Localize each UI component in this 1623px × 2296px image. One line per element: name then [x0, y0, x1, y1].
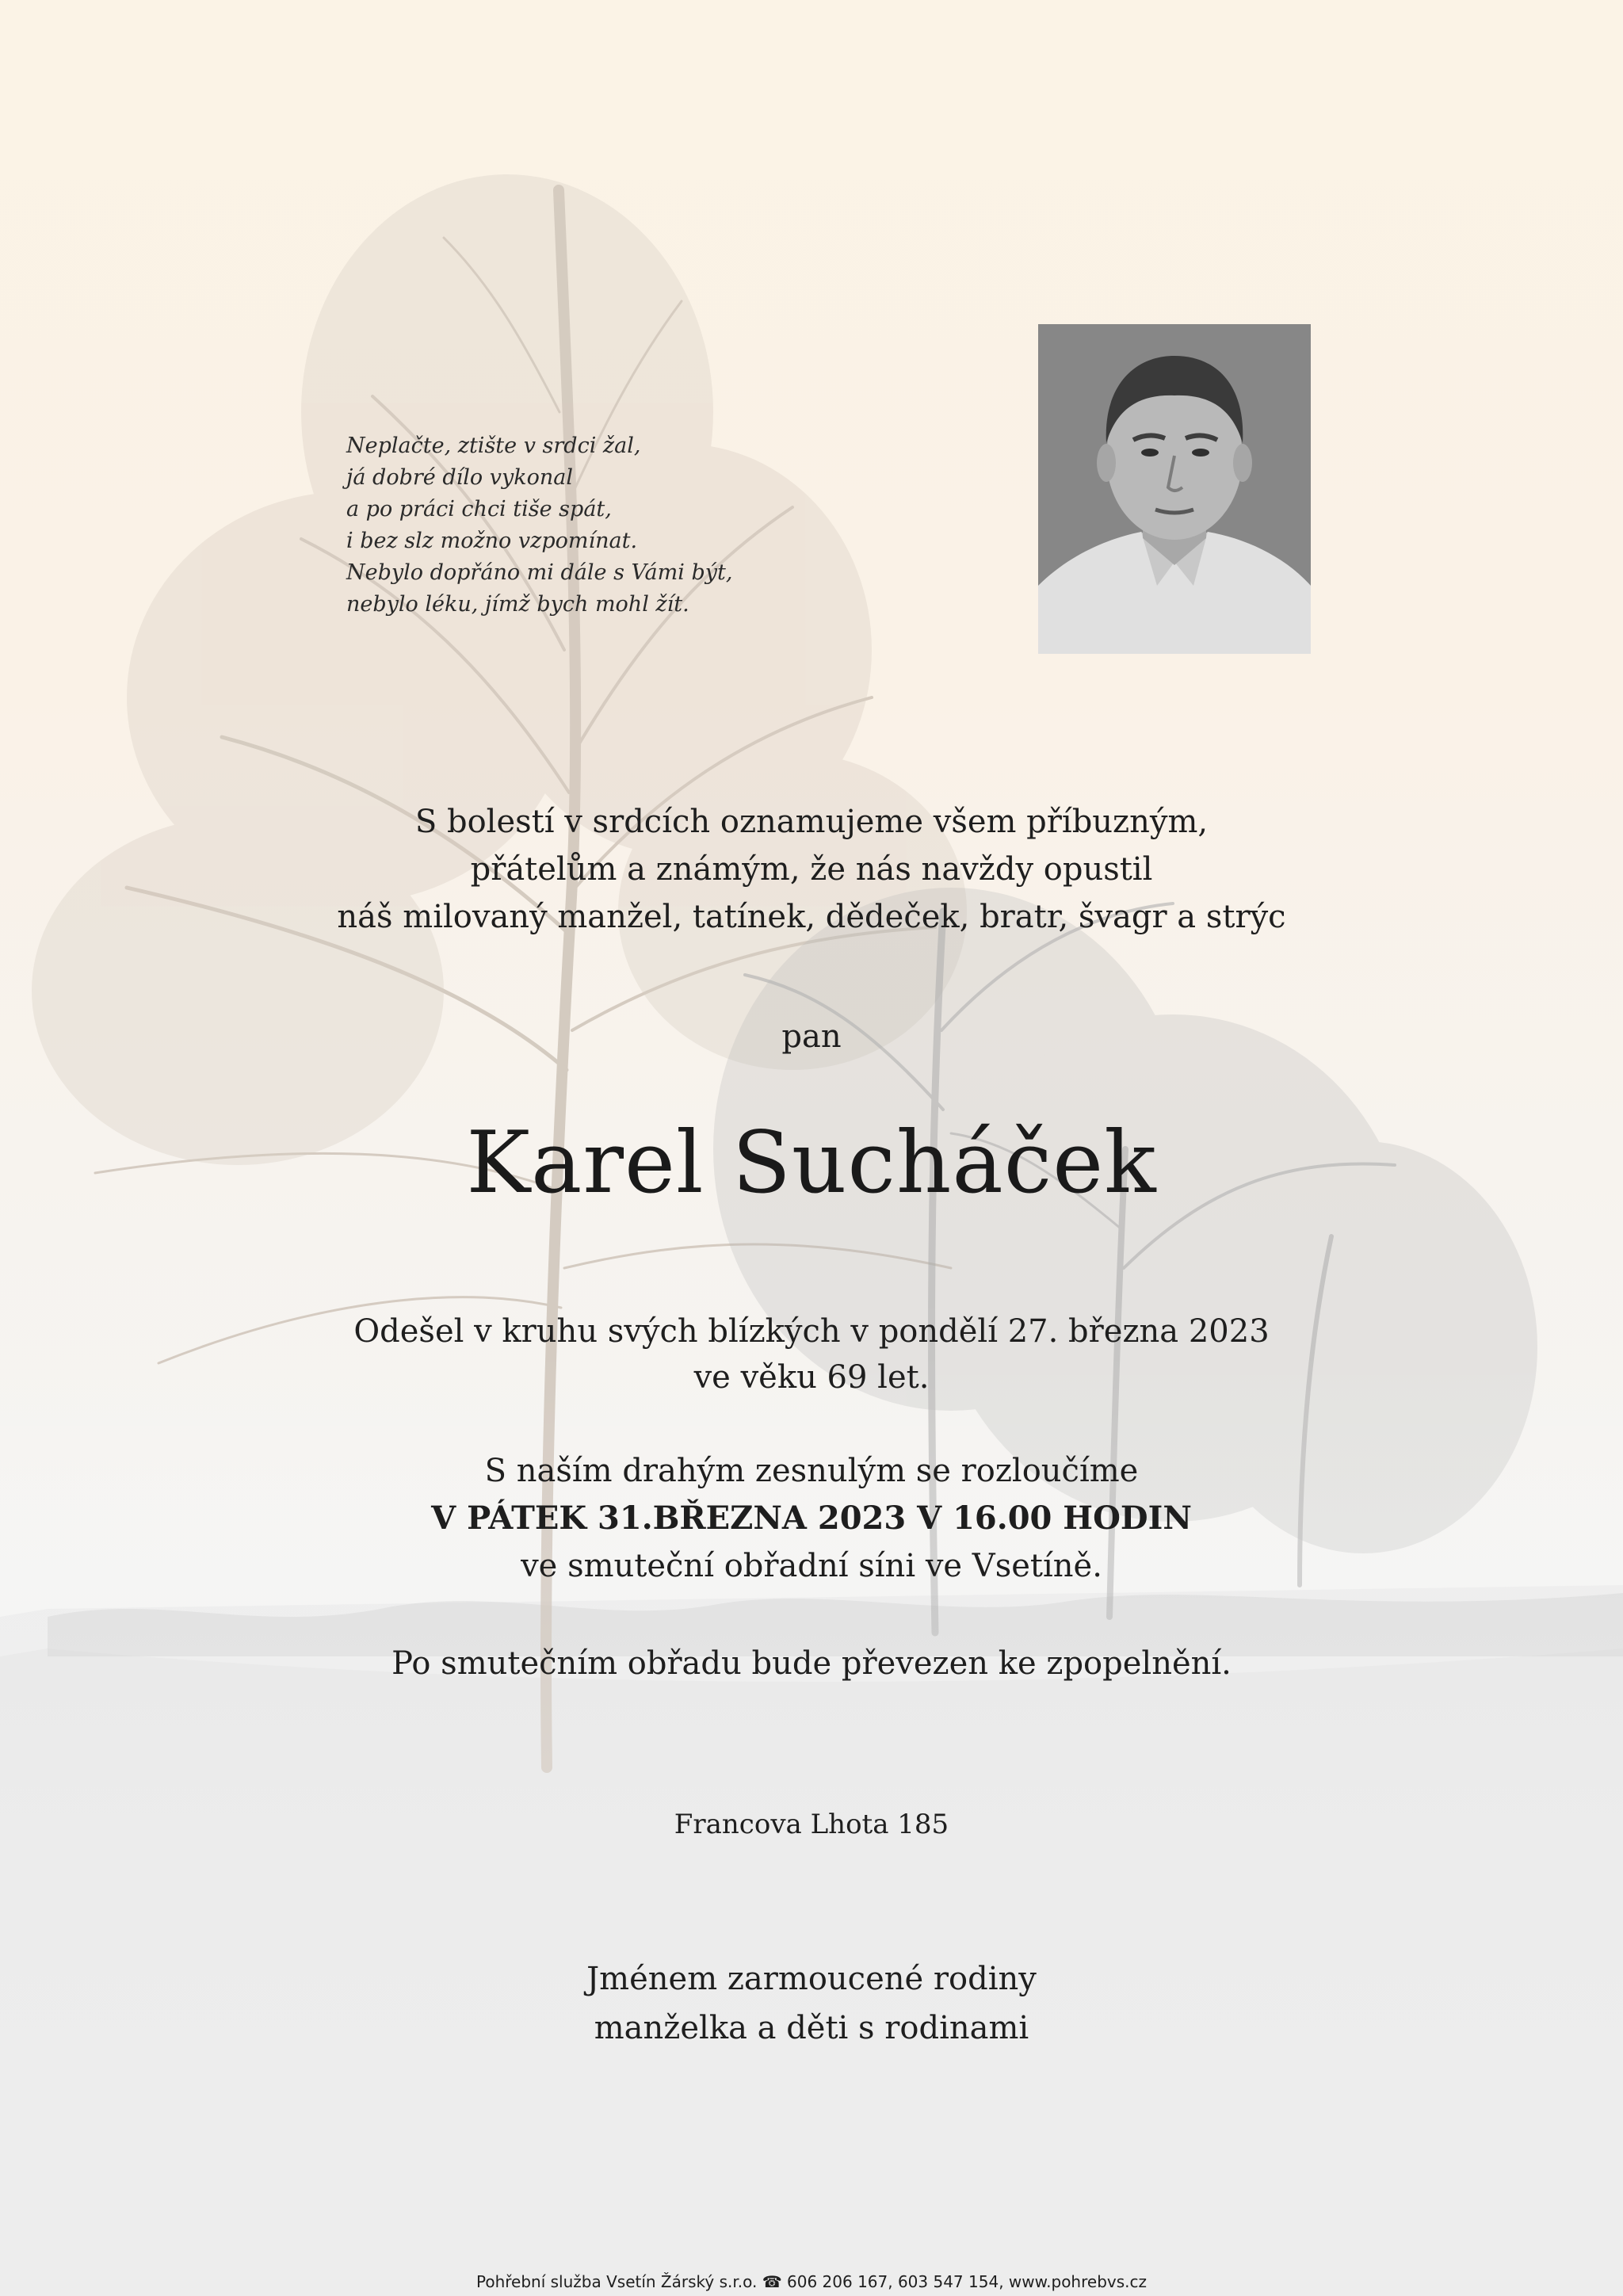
signature-line: manželka a děti s rodinami — [594, 2010, 1029, 2046]
announcement-line: náš milovaný manžel, tatínek, dědeček, bratr, švagr a strýc — [337, 899, 1286, 935]
footer-website: www.pohrebvs.cz — [1008, 2272, 1147, 2291]
ceremony-datetime: V PÁTEK 31.BŘEZNA 2023 V 16.00 HODIN — [431, 1499, 1192, 1537]
signature-line: Jménem zarmoucené rodiny — [586, 1961, 1037, 1997]
announcement-line: S bolestí v srdcích oznamujeme všem příbuzným, — [414, 804, 1209, 840]
poem-line: nebylo léku, jímž bych mohl žít. — [346, 592, 689, 617]
cremation-note: Po smutečním obřadu bude převezen ke zpopelnění. — [391, 1645, 1232, 1682]
telephone-icon: ☎ — [762, 2272, 782, 2291]
death-date-line: Odešel v kruhu svých blízkých v pondělí 27. března 2023 — [353, 1313, 1270, 1350]
memorial-poem — [346, 430, 732, 621]
footer-phones: 606 206 167, 603 547 154, — [787, 2272, 1004, 2291]
footer-company: Pohřební služba Vsetín Žárský s.r.o. — [476, 2272, 758, 2291]
ceremony-intro: S naším drahým zesnulým se rozloučíme — [484, 1453, 1139, 1489]
poem-line: já dobré dílo vykonal — [346, 465, 573, 490]
funeral-service-footer — [0, 2272, 1623, 2291]
poem-line: a po práci chci tiše spát, — [346, 497, 612, 521]
ceremony-place: ve smuteční obřadní síni ve Vsetíně. — [521, 1548, 1102, 1584]
poem-line: Nebylo dopřáno mi dále s Vámi být, — [346, 560, 733, 585]
portrait-photo — [1038, 324, 1311, 654]
poem-line: i bez slz možno vzpomínat. — [346, 529, 638, 553]
title-prefix: pan — [781, 1018, 842, 1055]
poem-line: Neplačte, ztište v srdci žal, — [346, 434, 641, 458]
announcement-line: přátelům a známým, že nás navždy opustil — [470, 851, 1153, 888]
age-line: ve věku 69 let. — [693, 1359, 930, 1396]
address: Francova Lhota 185 — [674, 1809, 949, 1840]
deceased-name: Karel Sucháček — [466, 1114, 1157, 1213]
